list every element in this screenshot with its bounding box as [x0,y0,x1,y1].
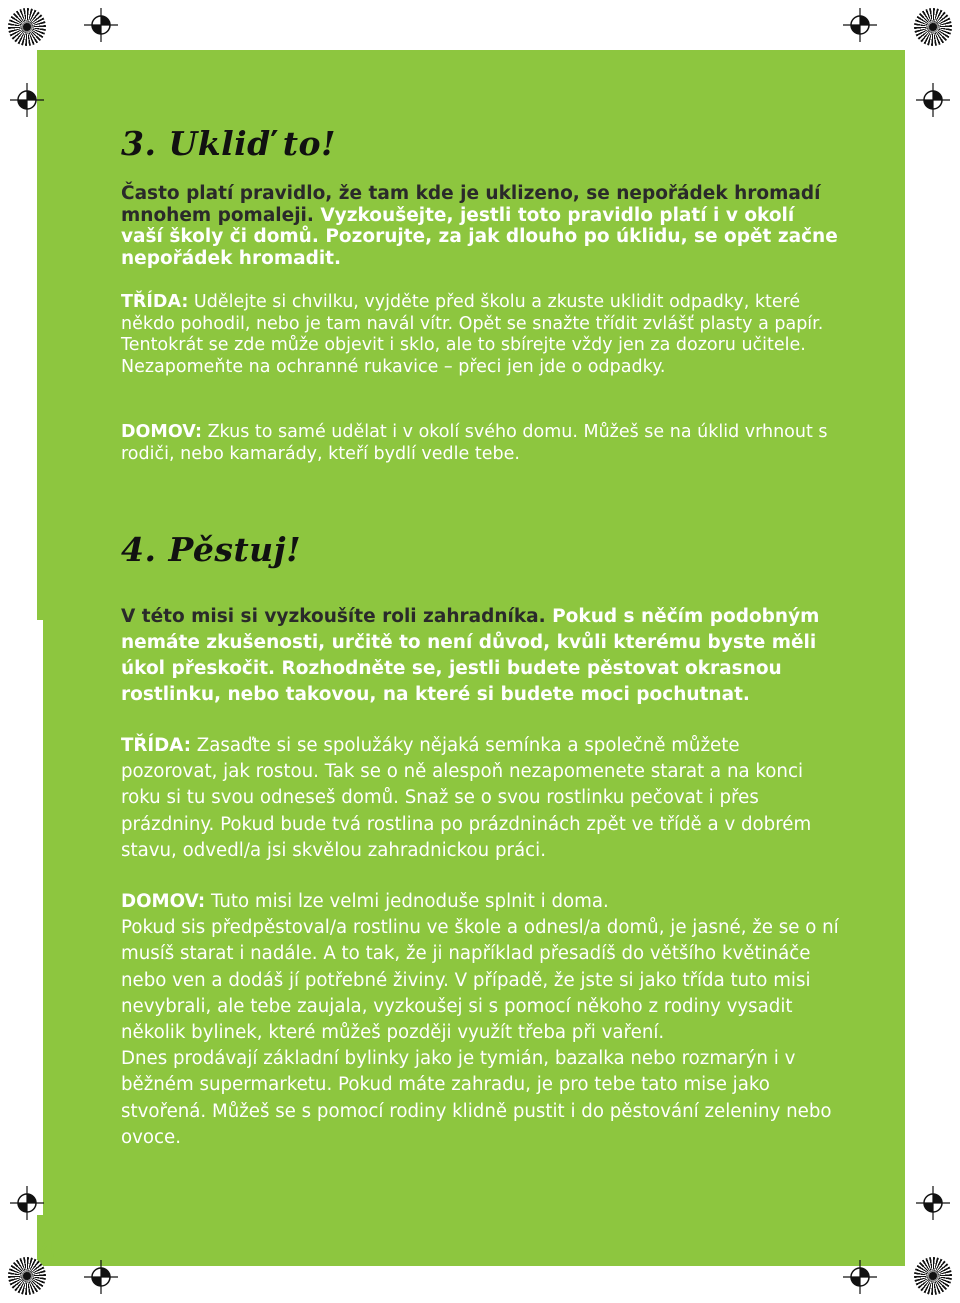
section-4-intro [121,604,841,708]
registration-mark-icon [84,8,118,42]
page-number: 4 [37,1238,56,1268]
color-bar-starburst-icon [914,8,952,46]
registration-mark-icon [916,1186,950,1220]
home-label: DOMOV: [121,422,202,442]
section-4-title: 4. Pěstuj! [121,530,302,569]
registration-mark-icon [10,83,44,117]
section-4-class-text: Zasaďte si se spolužáky nějaká semínka a společně můžete pozorovat, jak rostou. Tak se o ně alespoň nezapomenete starat a na konci roku si tu svou odneseš domů. Snaž se o svou rostlinku pečovat i přes prázdniny. Pokud bude tvá rostlina po prázdninách zpět ve třídě a v dobrém stavu, odvedl/a jsi skvělou zahradnickou práci. [121,735,812,861]
section-3-intro-dark: Často platí pravidlo, že tam kde je uklizeno, se nepořádek hromadí mnohem pomaleji. [121,183,821,226]
section-3-intro-light: Vyzkoušejte, jestli toto pravidlo platí i v okolí vaší školy či domů. Pozorujte, za jak dlouho po úklidu, se opět začne nepořádek hromadit. [121,204,838,269]
class-label: TŘÍDA: [121,292,189,312]
section-3-intro [121,183,841,269]
registration-mark-icon [916,83,950,117]
section-4-intro-light: Pokud s něčím podobným nemáte zkušenosti, určitě to není důvod, kvůli kterému byste měli úkol přeskočit. Rozhodněte se, jestli budete pěstovat okrasnou rostlinku, nebo takovou, na které si budete moci pochutnat. [121,606,820,705]
section-4-class-paragraph [121,733,841,864]
section-3-class-paragraph [121,292,841,379]
section-3-home-text: Zkus to samé udělat i v okolí svého domu. Můžeš se na úklid vrhnout s rodiči, nebo kamarády, kteří bydlí vedle tebe. [121,422,828,464]
section-4-home-para2: Pokud sis předpěstoval/a rostlinu ve škole a odnesl/a domů, je jasné, že se o ní musíš starat i nadále. A to tak, že ji například přesadíš do většího květináče nebo ven a dodáš jí potřebné živiny. V případě, že jste si jako třída tuto misi nevybrali, ale tebe zaujala, vyzkoušej si s pomocí někoho z rodiny vysadit několik bylinek, které můžeš později využít třeba při vaření. [121,917,839,1044]
section-4-home-para3: Dnes prodávají základní bylinky jako je tymián, bazalka nebo rozmarýn i v běžném supermarketu. Pokud máte zahradu, je pro tebe tato mise jako stvořená. Můžeš se s pomocí rodiny klidně pustit i do pěstování zeleniny nebo ovoce. [121,1048,832,1148]
panel-edge-cut [37,620,43,1215]
section-4-home-paragraph [121,889,841,1151]
registration-mark-icon [84,1260,118,1294]
home-label: DOMOV: [121,891,206,912]
registration-mark-icon [843,8,877,42]
section-4-home-line1: Tuto misi lze velmi jednoduše splnit i doma. [210,891,609,912]
color-bar-starburst-icon [8,8,46,46]
section-3-home-paragraph [121,422,841,465]
registration-mark-icon [10,1186,44,1220]
section-3-class-text: Udělejte si chvilku, vyjděte před školu a zkuste uklidit odpadky, které někdo pohodil, nebo je tam navál vítr. Opět se snažte třídit zvlášť plasty a papír. Tentokrát se zde může objevit i sklo, ale to sbírejte vždy jen za dozoru učitele. Nezapomeňte na ochranné rukavice – přeci jen jde o odpadky. [121,292,824,378]
section-4-intro-dark: V této misi si vyzkoušíte roli zahradníka. [121,606,546,627]
class-label: TŘÍDA: [121,735,191,756]
color-bar-starburst-icon [914,1257,952,1295]
registration-mark-icon [843,1260,877,1294]
section-3-title: 3. Ukliď to! [121,124,336,163]
